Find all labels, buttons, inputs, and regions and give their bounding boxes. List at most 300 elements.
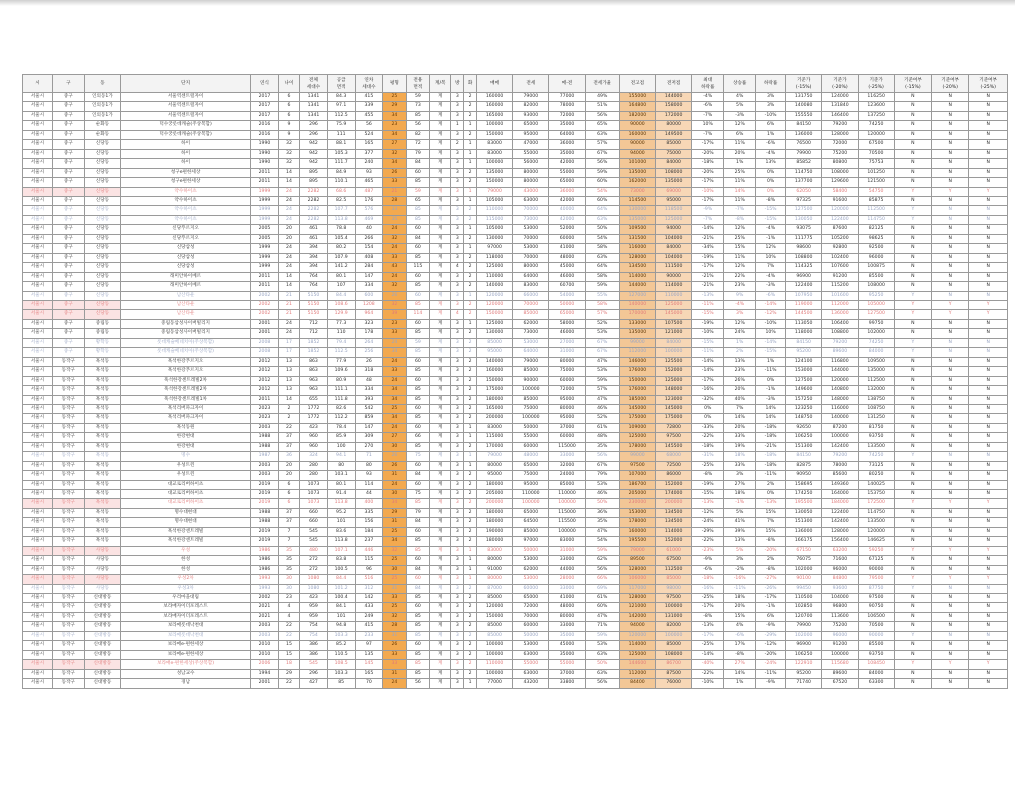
table-cell: 중구 xyxy=(52,187,84,196)
table-cell: 31 xyxy=(383,631,406,640)
table-cell: 24 xyxy=(278,329,299,338)
table-cell: 102850 xyxy=(786,603,822,612)
table-cell: 약수하이츠 xyxy=(121,206,251,215)
table-cell: 24 xyxy=(278,319,299,328)
table-cell: 120000 xyxy=(858,527,894,536)
table-cell: 162000 xyxy=(619,178,655,187)
table-cell: 2% xyxy=(756,480,786,489)
table-cell: 동작구 xyxy=(52,556,84,565)
table-cell: 서울시 xyxy=(23,310,53,319)
table-cell: 107 xyxy=(327,282,355,291)
table-cell: 43 xyxy=(383,263,406,272)
table-cell: N xyxy=(894,376,931,385)
table-cell: 10% xyxy=(756,253,786,262)
table-cell: 94000 xyxy=(656,225,692,234)
table-cell: 2 xyxy=(464,178,477,187)
table-cell: 959 xyxy=(300,603,328,612)
column-header: 방 xyxy=(451,75,464,93)
table-cell: 105000 xyxy=(858,300,894,309)
table-cell: N xyxy=(894,329,931,338)
table-cell: N xyxy=(894,121,931,130)
table-cell: 55000 xyxy=(549,168,585,177)
table-cell: 148000 xyxy=(822,395,858,404)
table-cell: -15% xyxy=(756,348,786,357)
table-cell: 84000 xyxy=(858,669,894,678)
table-cell: 110 xyxy=(327,329,355,338)
table-cell: 동작구 xyxy=(52,508,84,517)
table-cell: 65000 xyxy=(513,508,549,517)
table-cell: 111.7 xyxy=(327,159,355,168)
table-cell: N xyxy=(932,650,969,659)
table-cell: 85875 xyxy=(858,196,894,205)
table-cell: N xyxy=(894,612,931,621)
table-cell: 23% xyxy=(724,282,756,291)
table-cell: 62% xyxy=(585,556,619,565)
table-cell: 89500 xyxy=(619,556,655,565)
table-cell: 33800 xyxy=(549,679,585,688)
table-cell: 108.5 xyxy=(327,660,355,669)
table-cell: 79200 xyxy=(822,338,858,347)
table-cell: 34 xyxy=(383,130,406,139)
table-cell: 195500 xyxy=(619,537,655,546)
table-cell: 30 xyxy=(278,584,299,593)
table-cell: N xyxy=(969,149,1008,158)
table-cell: 신당동 xyxy=(84,282,120,291)
table-cell: N xyxy=(969,178,1008,187)
table-cell: 서울시 xyxy=(23,206,53,215)
table-cell: 100000 xyxy=(476,121,512,130)
table-cell: 6 xyxy=(278,111,299,120)
table-cell: 흑석동 xyxy=(84,433,120,442)
table-cell: 계 xyxy=(430,452,451,461)
table-cell: 137700 xyxy=(786,178,822,187)
table-cell: -17% xyxy=(692,376,724,385)
table-cell: N xyxy=(969,622,1008,631)
table-cell: 계 xyxy=(430,291,451,300)
table-cell: 85000 xyxy=(513,527,549,536)
table-cell: 인의동1가 xyxy=(84,93,120,102)
table-cell: 6 xyxy=(278,93,299,102)
table-cell: 100000 xyxy=(476,159,512,168)
table-cell: 103.1 xyxy=(327,471,355,480)
table-cell: N xyxy=(894,196,931,205)
table-cell: 27 xyxy=(383,140,406,149)
table-cell: N xyxy=(969,603,1008,612)
table-cell: 111.1 xyxy=(327,386,355,395)
table-cell: 우성2차 xyxy=(121,575,251,584)
table-cell: -25% xyxy=(692,594,724,603)
table-cell: 85 xyxy=(406,348,429,357)
table-cell: -21% xyxy=(756,442,786,451)
table-cell: 43000 xyxy=(513,187,549,196)
table-cell: 174250 xyxy=(786,490,822,499)
table-cell: N xyxy=(969,565,1008,574)
table-cell: 39 xyxy=(383,310,406,319)
table-cell: 85000 xyxy=(656,641,692,650)
table-cell: 2 xyxy=(464,263,477,272)
table-cell: 82.5 xyxy=(327,196,355,205)
table-cell: 125000 xyxy=(476,319,512,328)
table-cell: 신당동 xyxy=(84,187,120,196)
table-cell: N xyxy=(932,584,969,593)
table-cell: 113050 xyxy=(786,319,822,328)
table-cell: 79000 xyxy=(476,187,512,196)
table-cell: 140080 xyxy=(786,102,822,111)
table-cell: 동작구 xyxy=(52,442,84,451)
table-row xyxy=(23,244,1008,253)
table-cell: 중구 xyxy=(52,178,84,187)
table-cell: 114 xyxy=(406,310,429,319)
table-cell: 72000 xyxy=(822,140,858,149)
table-cell: 101000 xyxy=(619,159,655,168)
table-cell: N xyxy=(969,471,1008,480)
table-cell: 동작구 xyxy=(52,414,84,423)
table-cell: 545 xyxy=(300,527,328,536)
table-cell: 24 xyxy=(278,196,299,205)
table-cell: N xyxy=(969,423,1008,432)
table-cell: 112000 xyxy=(619,348,655,357)
table-cell: 계 xyxy=(430,575,451,584)
table-cell: 50% xyxy=(585,499,619,508)
table-cell: 3 xyxy=(451,556,464,565)
table-cell: 106250 xyxy=(786,650,822,659)
table-cell: 2 xyxy=(464,338,477,347)
table-cell: 3 xyxy=(451,631,464,640)
table-cell: N xyxy=(932,244,969,253)
table-cell: 1986 xyxy=(251,565,279,574)
table-cell: 963 xyxy=(300,376,328,385)
table-row xyxy=(23,282,1008,291)
table-cell: N xyxy=(894,130,931,139)
table-row xyxy=(23,537,1008,546)
table-cell: 95000 xyxy=(476,471,512,480)
table-cell: Y xyxy=(894,546,931,555)
table-cell: 112500 xyxy=(656,565,692,574)
table-cell: 동작구 xyxy=(52,367,84,376)
table-cell: 계 xyxy=(430,319,451,328)
table-cell: 하이 xyxy=(121,140,251,149)
table-row xyxy=(23,556,1008,565)
table-cell: 12% xyxy=(756,244,786,253)
table-cell: 280 xyxy=(300,461,328,470)
table-cell: 48000 xyxy=(513,452,549,461)
table-cell: 100000 xyxy=(656,603,692,612)
table-cell: 516 xyxy=(355,575,383,584)
table-cell: 427 xyxy=(300,679,328,688)
table-cell: 48% xyxy=(585,433,619,442)
table-cell: 22 xyxy=(278,679,299,688)
table-cell: 175000 xyxy=(656,414,692,423)
table-cell: 계 xyxy=(430,660,451,669)
table-cell: 0% xyxy=(756,178,786,187)
table-cell: 계 xyxy=(430,310,451,319)
table-cell: 334 xyxy=(355,282,383,291)
table-row xyxy=(23,159,1008,168)
table-cell: 77.3 xyxy=(327,319,355,328)
table-cell: -17% xyxy=(756,594,786,603)
table-cell: 116800 xyxy=(822,357,858,366)
table-cell: 110000 xyxy=(513,490,549,499)
table-cell: 33000 xyxy=(549,622,585,631)
table-cell: 63300 xyxy=(858,679,894,688)
table-cell: 90000 xyxy=(513,376,549,385)
table-cell: 80000 xyxy=(476,556,512,565)
table-cell: 2016 xyxy=(251,130,279,139)
table-cell: 90000 xyxy=(858,565,894,574)
table-cell: 2001 xyxy=(251,679,279,688)
table-cell: -3% xyxy=(756,395,786,404)
table-cell: 2 xyxy=(278,414,299,423)
table-cell: 237 xyxy=(355,537,383,546)
table-cell: 3 xyxy=(451,527,464,536)
table-cell: -21% xyxy=(692,272,724,281)
table-cell: 계 xyxy=(430,594,451,603)
table-cell: 2002 xyxy=(251,594,279,603)
table-cell: N xyxy=(894,357,931,366)
table-cell: 11% xyxy=(724,253,756,262)
table-cell: 150000 xyxy=(476,376,512,385)
table-cell: N xyxy=(932,423,969,432)
table-cell: 1852 xyxy=(300,338,328,347)
table-cell: 270 xyxy=(355,442,383,451)
table-cell: 신당동 xyxy=(84,206,120,215)
table-cell: N xyxy=(969,111,1008,120)
table-cell: 83000 xyxy=(549,537,585,546)
table-cell: 22% xyxy=(724,272,756,281)
table-cell: 53% xyxy=(585,367,619,376)
table-cell: 동작구 xyxy=(52,669,84,678)
table-cell: 149360 xyxy=(822,480,858,489)
table-cell: N xyxy=(932,508,969,517)
table-cell: -6% xyxy=(692,102,724,111)
table-cell: N xyxy=(969,367,1008,376)
table-cell: 계 xyxy=(430,584,451,593)
table-cell: 160000 xyxy=(476,93,512,102)
table-cell: 20 xyxy=(278,471,299,480)
table-cell: 60000 xyxy=(549,433,585,442)
table-cell: 90000 xyxy=(656,272,692,281)
table-cell: 2003 xyxy=(251,631,279,640)
table-cell: Y xyxy=(932,310,969,319)
table-cell: -8% xyxy=(692,471,724,480)
table-cell: 85.9 xyxy=(327,433,355,442)
table-cell: 56 xyxy=(406,679,429,688)
table-cell: 87200 xyxy=(822,423,858,432)
table-cell: 125000 xyxy=(656,376,692,385)
table-cell: N xyxy=(894,423,931,432)
table-cell: 1% xyxy=(724,159,756,168)
table-cell: 84000 xyxy=(656,338,692,347)
table-cell: 49% xyxy=(585,93,619,102)
table-cell: 108450 xyxy=(858,660,894,669)
table-cell: 서울시 xyxy=(23,348,53,357)
table-cell: 신당동 xyxy=(84,178,120,187)
table-cell: Y xyxy=(932,300,969,309)
table-cell: 264 xyxy=(355,338,383,347)
table-cell: -14% xyxy=(692,225,724,234)
table-cell: 60% xyxy=(585,603,619,612)
table-cell: 107950 xyxy=(786,291,822,300)
table-cell: 계 xyxy=(430,480,451,489)
table-cell: 112000 xyxy=(619,669,655,678)
table-cell: 70500 xyxy=(858,149,894,158)
table-cell: 114325 xyxy=(786,263,822,272)
table-cell: 계 xyxy=(430,187,451,196)
table-cell: -11% xyxy=(692,348,724,357)
table-cell: -17% xyxy=(692,196,724,205)
table-cell: -9% xyxy=(692,556,724,565)
table-cell: 50% xyxy=(585,660,619,669)
table-cell: 95000 xyxy=(476,348,512,357)
table-row xyxy=(23,348,1008,357)
table-cell: 1 xyxy=(464,121,477,130)
table-cell: 136000 xyxy=(786,527,822,536)
table-cell: 3 xyxy=(451,272,464,281)
table-cell: 5% xyxy=(724,508,756,517)
table-cell: 서울역센트럴자이 xyxy=(121,102,251,111)
table-cell: 89600 xyxy=(822,348,858,357)
table-cell: 106400 xyxy=(822,319,858,328)
table-row xyxy=(23,414,1008,423)
table-cell: 108750 xyxy=(858,404,894,413)
table-cell: 서울시 xyxy=(23,395,53,404)
table-cell: 흑석한강센트레빌2차 xyxy=(121,386,251,395)
table-cell: 54000 xyxy=(549,291,585,300)
table-cell: 2016 xyxy=(251,121,279,130)
table-cell: N xyxy=(932,206,969,215)
table-cell: 24 xyxy=(383,357,406,366)
table-cell: 95000 xyxy=(513,130,549,139)
table-cell: 1 xyxy=(464,461,477,470)
table-cell: 60 xyxy=(406,575,429,584)
table-cell: 37 xyxy=(278,433,299,442)
table-row xyxy=(23,641,1008,650)
table-cell: 233 xyxy=(355,631,383,640)
table-row xyxy=(23,111,1008,120)
table-cell: 45000 xyxy=(549,641,585,650)
table-cell: 5% xyxy=(724,102,756,111)
table-cell: 60 xyxy=(406,641,429,650)
table-cell: Y xyxy=(969,187,1008,196)
table-cell: 80.1 xyxy=(327,480,355,489)
table-cell: 84 xyxy=(406,159,429,168)
table-cell: N xyxy=(894,518,931,527)
table-cell: 12% xyxy=(724,319,756,328)
table-cell: 1986 xyxy=(251,556,279,565)
table-cell: 17 xyxy=(278,348,299,357)
table-cell: 보라매롯데낙천대 xyxy=(121,631,251,640)
table-cell: 84.4 xyxy=(327,575,355,584)
table-cell: N xyxy=(894,537,931,546)
table-cell: 95200 xyxy=(786,669,822,678)
table-cell: 75.9 xyxy=(327,121,355,130)
table-row xyxy=(23,272,1008,281)
table-cell: 25% xyxy=(724,234,756,243)
table-cell: 서울시 xyxy=(23,93,53,102)
table-cell: 신당삼성 xyxy=(121,263,251,272)
table-cell: 2021 xyxy=(251,612,279,621)
table-cell: 42000 xyxy=(549,196,585,205)
table-cell: 37 xyxy=(278,442,299,451)
table-cell: N xyxy=(932,594,969,603)
table-cell: N xyxy=(894,594,931,603)
column-header: 기준가 (-15%) xyxy=(786,75,822,93)
table-cell: 덕수궁롯데캐슬(주상복합) xyxy=(121,130,251,139)
table-cell: 2 xyxy=(464,499,477,508)
table-cell: 1% xyxy=(724,338,756,347)
table-cell: 31000 xyxy=(549,546,585,555)
table-cell: 흑석한강센트레빌 xyxy=(121,537,251,546)
table-cell: 계 xyxy=(430,357,451,366)
table-cell: 3 xyxy=(451,404,464,413)
table-cell: 156400 xyxy=(822,537,858,546)
table-cell: N xyxy=(894,244,931,253)
table-cell: -1% xyxy=(756,603,786,612)
table-cell: 46% xyxy=(585,404,619,413)
table-cell: 128000 xyxy=(619,253,655,262)
table-cell: 70000 xyxy=(513,234,549,243)
table-cell: 1988 xyxy=(251,442,279,451)
table-row xyxy=(23,612,1008,621)
table-cell: 461 xyxy=(300,225,328,234)
table-cell: 계 xyxy=(430,272,451,281)
table-cell: 91600 xyxy=(822,196,858,205)
table-cell: 115000 xyxy=(549,508,585,517)
table-cell: 2 xyxy=(464,518,477,527)
table-cell: N xyxy=(969,206,1008,215)
table-cell: 53000 xyxy=(513,641,549,650)
table-cell: Y xyxy=(969,499,1008,508)
table-cell: 59% xyxy=(585,546,619,555)
table-cell: 0% xyxy=(756,376,786,385)
table-cell: 계 xyxy=(430,622,451,631)
table-cell: 1073 xyxy=(300,499,328,508)
table-cell: 408 xyxy=(355,253,383,262)
table-cell: 112500 xyxy=(858,206,894,215)
table-cell: 2005 xyxy=(251,225,279,234)
table-cell: -33% xyxy=(692,423,724,432)
table-cell: 서울역센트럴자이 xyxy=(121,111,251,120)
table-cell: 흑석한강센트레빌1차 xyxy=(121,395,251,404)
table-cell: 남산타운 xyxy=(121,300,251,309)
table-cell: 동작구 xyxy=(52,471,84,480)
table-cell: 84 xyxy=(406,234,429,243)
table-cell: 46000 xyxy=(549,272,585,281)
table-cell: -14% xyxy=(756,300,786,309)
table-cell: 127500 xyxy=(786,376,822,385)
table-cell: 2 xyxy=(464,215,477,224)
table-cell: 5% xyxy=(724,546,756,555)
table-cell: 80000 xyxy=(476,461,512,470)
table-cell: 155000 xyxy=(619,93,655,102)
table-cell: 95000 xyxy=(549,414,585,423)
table-cell: 165000 xyxy=(476,404,512,413)
table-cell: 2005 xyxy=(251,234,279,243)
table-cell: 99000 xyxy=(619,338,655,347)
table-cell: 1 xyxy=(464,433,477,442)
table-cell: 85 xyxy=(406,215,429,224)
table-cell: 33 xyxy=(383,178,406,187)
table-cell: 1999 xyxy=(251,244,279,253)
table-cell: 계 xyxy=(430,499,451,508)
table-cell: 90000 xyxy=(619,121,655,130)
table-cell: 계 xyxy=(430,244,451,253)
table-row xyxy=(23,300,1008,309)
table-cell: 97 xyxy=(355,641,383,650)
table-cell: 118000 xyxy=(476,253,512,262)
table-cell: 39% xyxy=(724,527,756,536)
table-cell: 394 xyxy=(300,263,328,272)
